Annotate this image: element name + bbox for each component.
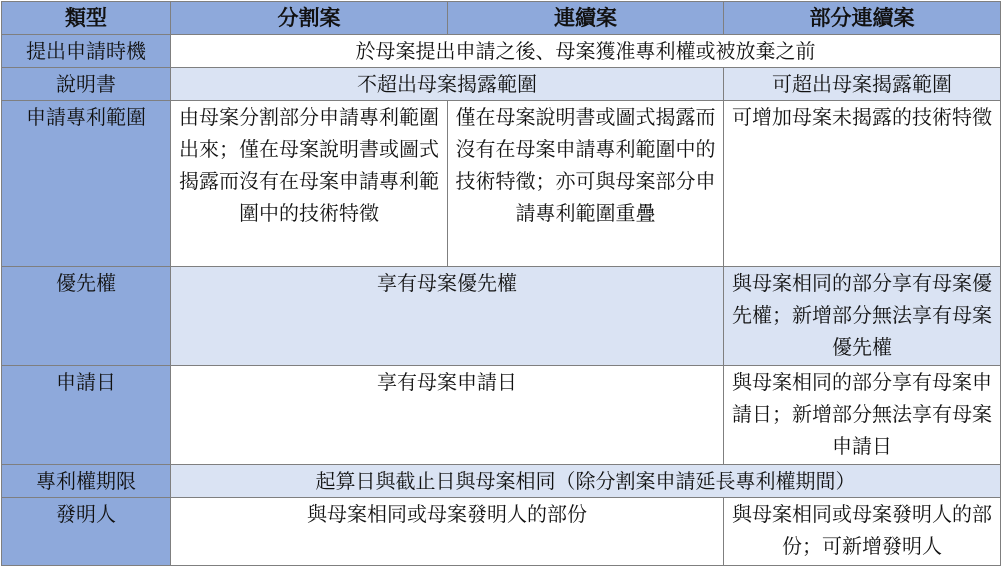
row-label-priority: 優先權 [2,267,171,366]
claims-divisional: 由母案分割部分申請專利範圍出來；僅在母案說明書或圖式揭露而沒有在母案申請專利範圍中的技術特徵 [171,101,448,267]
comparison-table [1,1,1001,566]
claims-partial: 可增加母案未揭露的技術特徵 [724,101,1001,267]
priority-partial: 與母案相同的部分享有母案優先權；新增部分無法享有母案優先權 [724,267,1001,366]
row-filing-date [2,366,1001,465]
spec-shared: 不超出母案揭露範圍 [171,68,724,101]
filing-date-partial: 與母案相同的部分享有母案申請日；新增部分無法享有母案申請日 [724,366,1001,465]
row-claims [2,101,1001,267]
header-type: 類型 [2,2,171,35]
row-term [2,465,1001,498]
timing-value: 於母案提出申請之後、母案獲准專利權或被放棄之前 [171,35,1001,68]
row-spec [2,68,1001,101]
claims-continuation: 僅在母案說明書或圖式揭露而沒有在母案申請專利範圍中的技術特徵；亦可與母案部分申請專利範圍重疊 [448,101,724,267]
row-label-claims: 申請專利範圍 [2,101,171,267]
row-label-filing-date: 申請日 [2,366,171,465]
filing-date-shared: 享有母案申請日 [171,366,724,465]
header-row [2,2,1001,35]
row-label-inventor: 發明人 [2,498,171,566]
row-inventor [2,498,1001,566]
header-divisional: 分割案 [171,2,448,35]
header-continuation: 連續案 [448,2,724,35]
spec-partial: 可超出母案揭露範圍 [724,68,1001,101]
row-timing [2,35,1001,68]
row-label-term: 專利權期限 [2,465,171,498]
inventor-partial: 與母案相同或母案發明人的部份；可新增發明人 [724,498,1001,566]
priority-shared: 享有母案優先權 [171,267,724,366]
header-partial-continuation: 部分連續案 [724,2,1001,35]
row-label-spec: 說明書 [2,68,171,101]
term-value: 起算日與截止日與母案相同（除分割案申請延長專利權期間） [171,465,1001,498]
inventor-shared: 與母案相同或母案發明人的部份 [171,498,724,566]
row-priority [2,267,1001,366]
row-label-timing: 提出申請時機 [2,35,171,68]
